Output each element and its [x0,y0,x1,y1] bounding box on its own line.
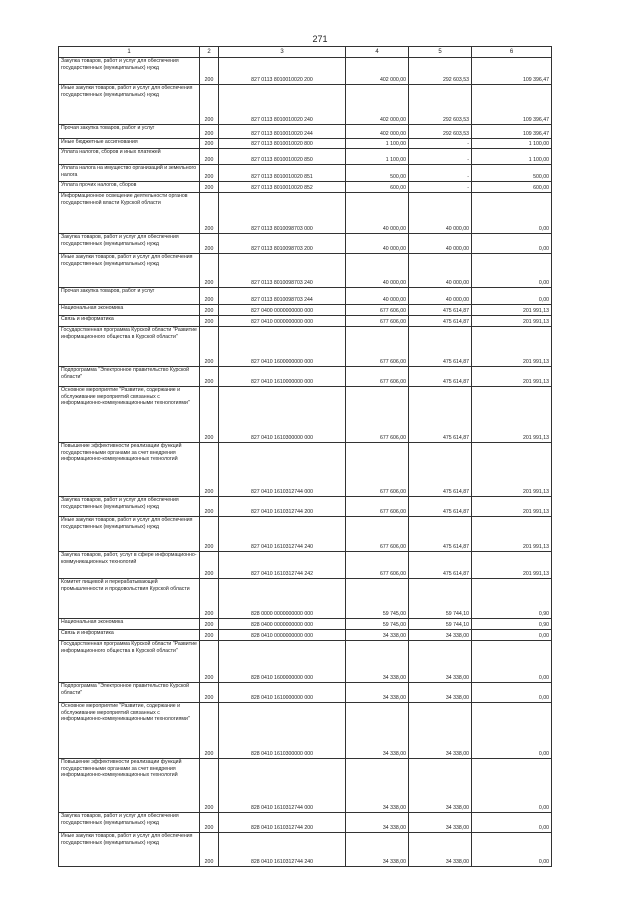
row-planned-amount: 40 000,00 [346,288,409,305]
row-planned-amount: 677 606,00 [346,316,409,327]
row-executed-amount: - [409,149,472,165]
row-remaining-amount: 1 100,00 [472,149,552,165]
row-remaining-amount: 201 991,13 [472,305,552,316]
row-vr-code: 200 [200,443,219,497]
row-remaining-amount: 0,00 [472,193,552,234]
row-executed-amount: 59 744,10 [409,619,472,630]
row-executed-amount: 34 338,00 [409,641,472,683]
row-vr-code: 200 [200,327,219,367]
row-vr-code: 200 [200,833,219,867]
row-planned-amount: 34 338,00 [346,833,409,867]
table-row [59,552,552,579]
row-name: Иные закупки товаров, работ и услуг для обеспечения государственных (муниципальных) нужд [59,254,200,288]
row-executed-amount: 34 338,00 [409,630,472,641]
row-planned-amount: 402 000,00 [346,125,409,139]
row-name: Иные бюджетные ассигнования [59,139,200,149]
row-name: Иные закупки товаров, работ и услуг для обеспечения государственных (муниципальных) нужд [59,517,200,552]
row-executed-amount: 40 000,00 [409,254,472,288]
row-executed-amount: 292 603,53 [409,58,472,85]
row-name: Государственная программа Курской области "Развитие информационного общества в Курской области" [59,641,200,683]
row-remaining-amount: 600,00 [472,182,552,193]
row-budget-code: 827 0410 1610300000 000 [219,387,346,443]
row-remaining-amount: 109 396,47 [472,85,552,125]
row-budget-code: 827 0113 8010010020 200 [219,58,346,85]
row-planned-amount: 34 338,00 [346,703,409,759]
table-row [59,579,552,619]
row-name: Иные закупки товаров, работ и услуг для обеспечения государственных (муниципальных) нужд [59,833,200,867]
row-vr-code: 200 [200,367,219,387]
table-header-row [59,47,552,58]
row-vr-code: 200 [200,193,219,234]
row-vr-code: 200 [200,497,219,517]
row-budget-code: 827 0410 1610312744 000 [219,443,346,497]
row-planned-amount: 677 606,00 [346,497,409,517]
table-row [59,497,552,517]
row-vr-code: 200 [200,759,219,813]
row-executed-amount: 475 614,87 [409,387,472,443]
row-executed-amount: 292 603,53 [409,125,472,139]
row-name: Закупка товаров, работ и услуг для обеспечения государственных (муниципальных) нужд [59,58,200,85]
row-planned-amount: 34 338,00 [346,641,409,683]
row-budget-code: 827 0113 8010098703 240 [219,254,346,288]
row-executed-amount: 34 338,00 [409,683,472,703]
row-executed-amount: 59 744,10 [409,579,472,619]
row-remaining-amount: 0,00 [472,813,552,833]
row-executed-amount: 475 614,87 [409,443,472,497]
row-executed-amount: 475 614,87 [409,316,472,327]
row-planned-amount: 677 606,00 [346,305,409,316]
row-executed-amount: 40 000,00 [409,234,472,254]
row-budget-code: 827 0400 0000000000 000 [219,305,346,316]
row-remaining-amount: 0,00 [472,759,552,813]
row-vr-code: 200 [200,85,219,125]
row-budget-code: 827 0410 1610312744 200 [219,497,346,517]
row-executed-amount: 475 614,87 [409,327,472,367]
row-name: Национальная экономика [59,305,200,316]
row-name: Закупка товаров, работ, услуг в сфере информационно-коммуникационных технологий [59,552,200,579]
row-name: Иные закупки товаров, работ и услуг для обеспечения государственных (муниципальных) нужд [59,85,200,125]
row-vr-code: 200 [200,288,219,305]
table-row [59,234,552,254]
row-budget-code: 828 0410 1610312744 200 [219,813,346,833]
table-row [59,683,552,703]
row-budget-code: 827 0113 8010010020 240 [219,85,346,125]
row-planned-amount: 34 338,00 [346,759,409,813]
row-vr-code: 200 [200,579,219,619]
table-row [59,833,552,867]
row-planned-amount: 677 606,00 [346,367,409,387]
row-executed-amount: 40 000,00 [409,288,472,305]
column-header: 2 [200,47,219,58]
row-remaining-amount: 0,00 [472,703,552,759]
row-planned-amount: 1 100,00 [346,139,409,149]
row-name: Информационное освещение деятельности органов государственной власти Курской области [59,193,200,234]
row-vr-code: 200 [200,552,219,579]
row-planned-amount: 34 338,00 [346,683,409,703]
row-budget-code: 827 0113 8010010020 244 [219,125,346,139]
row-budget-code: 828 0410 1600000000 000 [219,641,346,683]
row-executed-amount: - [409,182,472,193]
row-name: Комитет пищевой и перерабатывающей промышленности и продовольствия Курской области [59,579,200,619]
row-executed-amount: 475 614,87 [409,517,472,552]
table-row [59,288,552,305]
row-name: Уплата прочих налогов, сборов [59,182,200,193]
row-remaining-amount: 201 991,13 [472,517,552,552]
row-name: Связь и информатика [59,316,200,327]
row-planned-amount: 677 606,00 [346,552,409,579]
row-planned-amount: 40 000,00 [346,254,409,288]
row-remaining-amount: 201 991,13 [472,387,552,443]
row-planned-amount: 34 338,00 [346,630,409,641]
row-name: Подпрограмма "Электронное правительство Курской области" [59,367,200,387]
row-name: Основное мероприятие "Развитие, содержание и обслуживание мероприятий связанных с информационно-коммуникационными технологиями" [59,387,200,443]
row-planned-amount: 600,00 [346,182,409,193]
row-name: Связь и информатика [59,630,200,641]
row-remaining-amount: 109 396,47 [472,125,552,139]
row-executed-amount: 34 338,00 [409,833,472,867]
row-budget-code: 828 0000 0000000000 000 [219,579,346,619]
row-vr-code: 200 [200,641,219,683]
row-budget-code: 828 0410 0000000000 000 [219,630,346,641]
row-planned-amount: 40 000,00 [346,193,409,234]
row-executed-amount: 34 338,00 [409,703,472,759]
table-row [59,517,552,552]
row-remaining-amount: 1 100,00 [472,139,552,149]
row-vr-code: 200 [200,125,219,139]
row-vr-code: 200 [200,683,219,703]
row-remaining-amount: 0,00 [472,288,552,305]
row-remaining-amount: 201 991,13 [472,552,552,579]
row-executed-amount: 475 614,87 [409,367,472,387]
row-name: Закупка товаров, работ и услуг для обеспечения государственных (муниципальных) нужд [59,497,200,517]
row-budget-code: 827 0113 8010098703 000 [219,193,346,234]
row-vr-code: 200 [200,234,219,254]
row-budget-code: 827 0113 8010010020 851 [219,165,346,182]
table-row [59,85,552,125]
row-remaining-amount: 201 991,13 [472,443,552,497]
row-planned-amount: 402 000,00 [346,85,409,125]
row-planned-amount: 677 606,00 [346,517,409,552]
row-name: Подпрограмма "Электронное правительство Курской области" [59,683,200,703]
table-row [59,149,552,165]
row-executed-amount: 34 338,00 [409,813,472,833]
row-budget-code: 827 0410 1610000000 000 [219,367,346,387]
row-name: Закупка товаров, работ и услуг для обеспечения государственных (муниципальных) нужд [59,234,200,254]
row-vr-code: 200 [200,619,219,630]
row-vr-code: 200 [200,58,219,85]
row-planned-amount: 677 606,00 [346,443,409,497]
table-row [59,165,552,182]
row-budget-code: 828 0400 0000000000 000 [219,619,346,630]
table-row [59,703,552,759]
budget-table [58,46,552,867]
row-budget-code: 827 0410 1610312744 242 [219,552,346,579]
row-planned-amount: 34 338,00 [346,813,409,833]
row-remaining-amount: 201 991,13 [472,327,552,367]
row-vr-code: 200 [200,254,219,288]
row-executed-amount: 475 614,87 [409,497,472,517]
row-name: Закупка товаров, работ и услуг для обеспечения государственных (муниципальных) нужд [59,813,200,833]
row-budget-code: 827 0113 8010010020 850 [219,149,346,165]
table-row [59,182,552,193]
row-planned-amount: 677 606,00 [346,327,409,367]
row-budget-code: 828 0410 1610300000 000 [219,703,346,759]
table-row [59,759,552,813]
table-row [59,619,552,630]
row-name: Уплата налога на имущество организаций и земельного налога [59,165,200,182]
row-planned-amount: 677 606,00 [346,387,409,443]
row-name: Национальная экономика [59,619,200,630]
table-row [59,193,552,234]
table-row [59,641,552,683]
row-budget-code: 827 0410 1610312744 240 [219,517,346,552]
row-remaining-amount: 201 991,13 [472,367,552,387]
row-executed-amount: 40 000,00 [409,193,472,234]
table-row [59,316,552,327]
row-budget-code: 827 0410 0000000000 000 [219,316,346,327]
table-row [59,305,552,316]
column-header: 3 [219,47,346,58]
row-vr-code: 200 [200,316,219,327]
row-planned-amount: 1 100,00 [346,149,409,165]
row-executed-amount: 292 603,53 [409,85,472,125]
row-vr-code: 200 [200,149,219,165]
table-row [59,813,552,833]
row-executed-amount: 475 614,87 [409,305,472,316]
row-name: Государственная программа Курской области "Развитие информационного общества в Курской области" [59,327,200,367]
column-header: 5 [409,47,472,58]
row-remaining-amount: 0,00 [472,254,552,288]
page-number: 271 [312,34,328,44]
row-remaining-amount: 0,00 [472,234,552,254]
row-remaining-amount: 201 991,13 [472,316,552,327]
table-row [59,387,552,443]
row-name: Повышение эффективности реализации функций государственными органами за счет внедрения информационно-коммуникационных технологий [59,759,200,813]
row-vr-code: 200 [200,630,219,641]
table-row [59,125,552,139]
row-vr-code: 200 [200,165,219,182]
row-budget-code: 827 0410 1600000000 000 [219,327,346,367]
table-row [59,367,552,387]
row-executed-amount: 475 614,87 [409,552,472,579]
row-vr-code: 200 [200,182,219,193]
row-executed-amount: - [409,139,472,149]
row-remaining-amount: 109 396,47 [472,58,552,85]
row-name: Прочая закупка товаров, работ и услуг [59,125,200,139]
row-remaining-amount: 500,00 [472,165,552,182]
row-vr-code: 200 [200,387,219,443]
column-header: 4 [346,47,409,58]
row-budget-code: 827 0113 8010098703 200 [219,234,346,254]
column-header: 1 [59,47,200,58]
table-row [59,630,552,641]
row-name: Повышение эффективности реализации функций государственными органами за счет внедрения информационно-коммуникационных технологий [59,443,200,497]
row-vr-code: 200 [200,517,219,552]
row-planned-amount: 59 745,00 [346,619,409,630]
row-budget-code: 828 0410 1610000000 000 [219,683,346,703]
row-vr-code: 200 [200,703,219,759]
row-remaining-amount: 0,00 [472,641,552,683]
row-planned-amount: 402 000,00 [346,58,409,85]
row-remaining-amount: 0,00 [472,833,552,867]
row-budget-code: 828 0410 1610312744 240 [219,833,346,867]
row-executed-amount: 34 338,00 [409,759,472,813]
row-planned-amount: 500,00 [346,165,409,182]
table-row [59,443,552,497]
row-budget-code: 827 0113 8010010020 852 [219,182,346,193]
row-name: Основное мероприятие "Развитие, содержание и обслуживание мероприятий связанных с информационно-коммуникационными технологиями" [59,703,200,759]
row-planned-amount: 40 000,00 [346,234,409,254]
row-vr-code: 200 [200,305,219,316]
row-executed-amount: - [409,165,472,182]
column-header: 6 [472,47,552,58]
row-name: Уплата налогов, сборов и иных платежей [59,149,200,165]
row-budget-code: 828 0410 1610312744 000 [219,759,346,813]
row-planned-amount: 59 745,00 [346,579,409,619]
table-row [59,254,552,288]
table-row [59,139,552,149]
row-budget-code: 827 0113 8010098703 244 [219,288,346,305]
row-name: Прочая закупка товаров, работ и услуг [59,288,200,305]
row-budget-code: 827 0113 8010010020 800 [219,139,346,149]
row-vr-code: 200 [200,813,219,833]
row-remaining-amount: 201 991,13 [472,497,552,517]
row-vr-code: 200 [200,139,219,149]
row-remaining-amount: 0,90 [472,619,552,630]
row-remaining-amount: 0,90 [472,579,552,619]
table-row [59,327,552,367]
table-row [59,58,552,85]
row-remaining-amount: 0,00 [472,630,552,641]
row-remaining-amount: 0,00 [472,683,552,703]
